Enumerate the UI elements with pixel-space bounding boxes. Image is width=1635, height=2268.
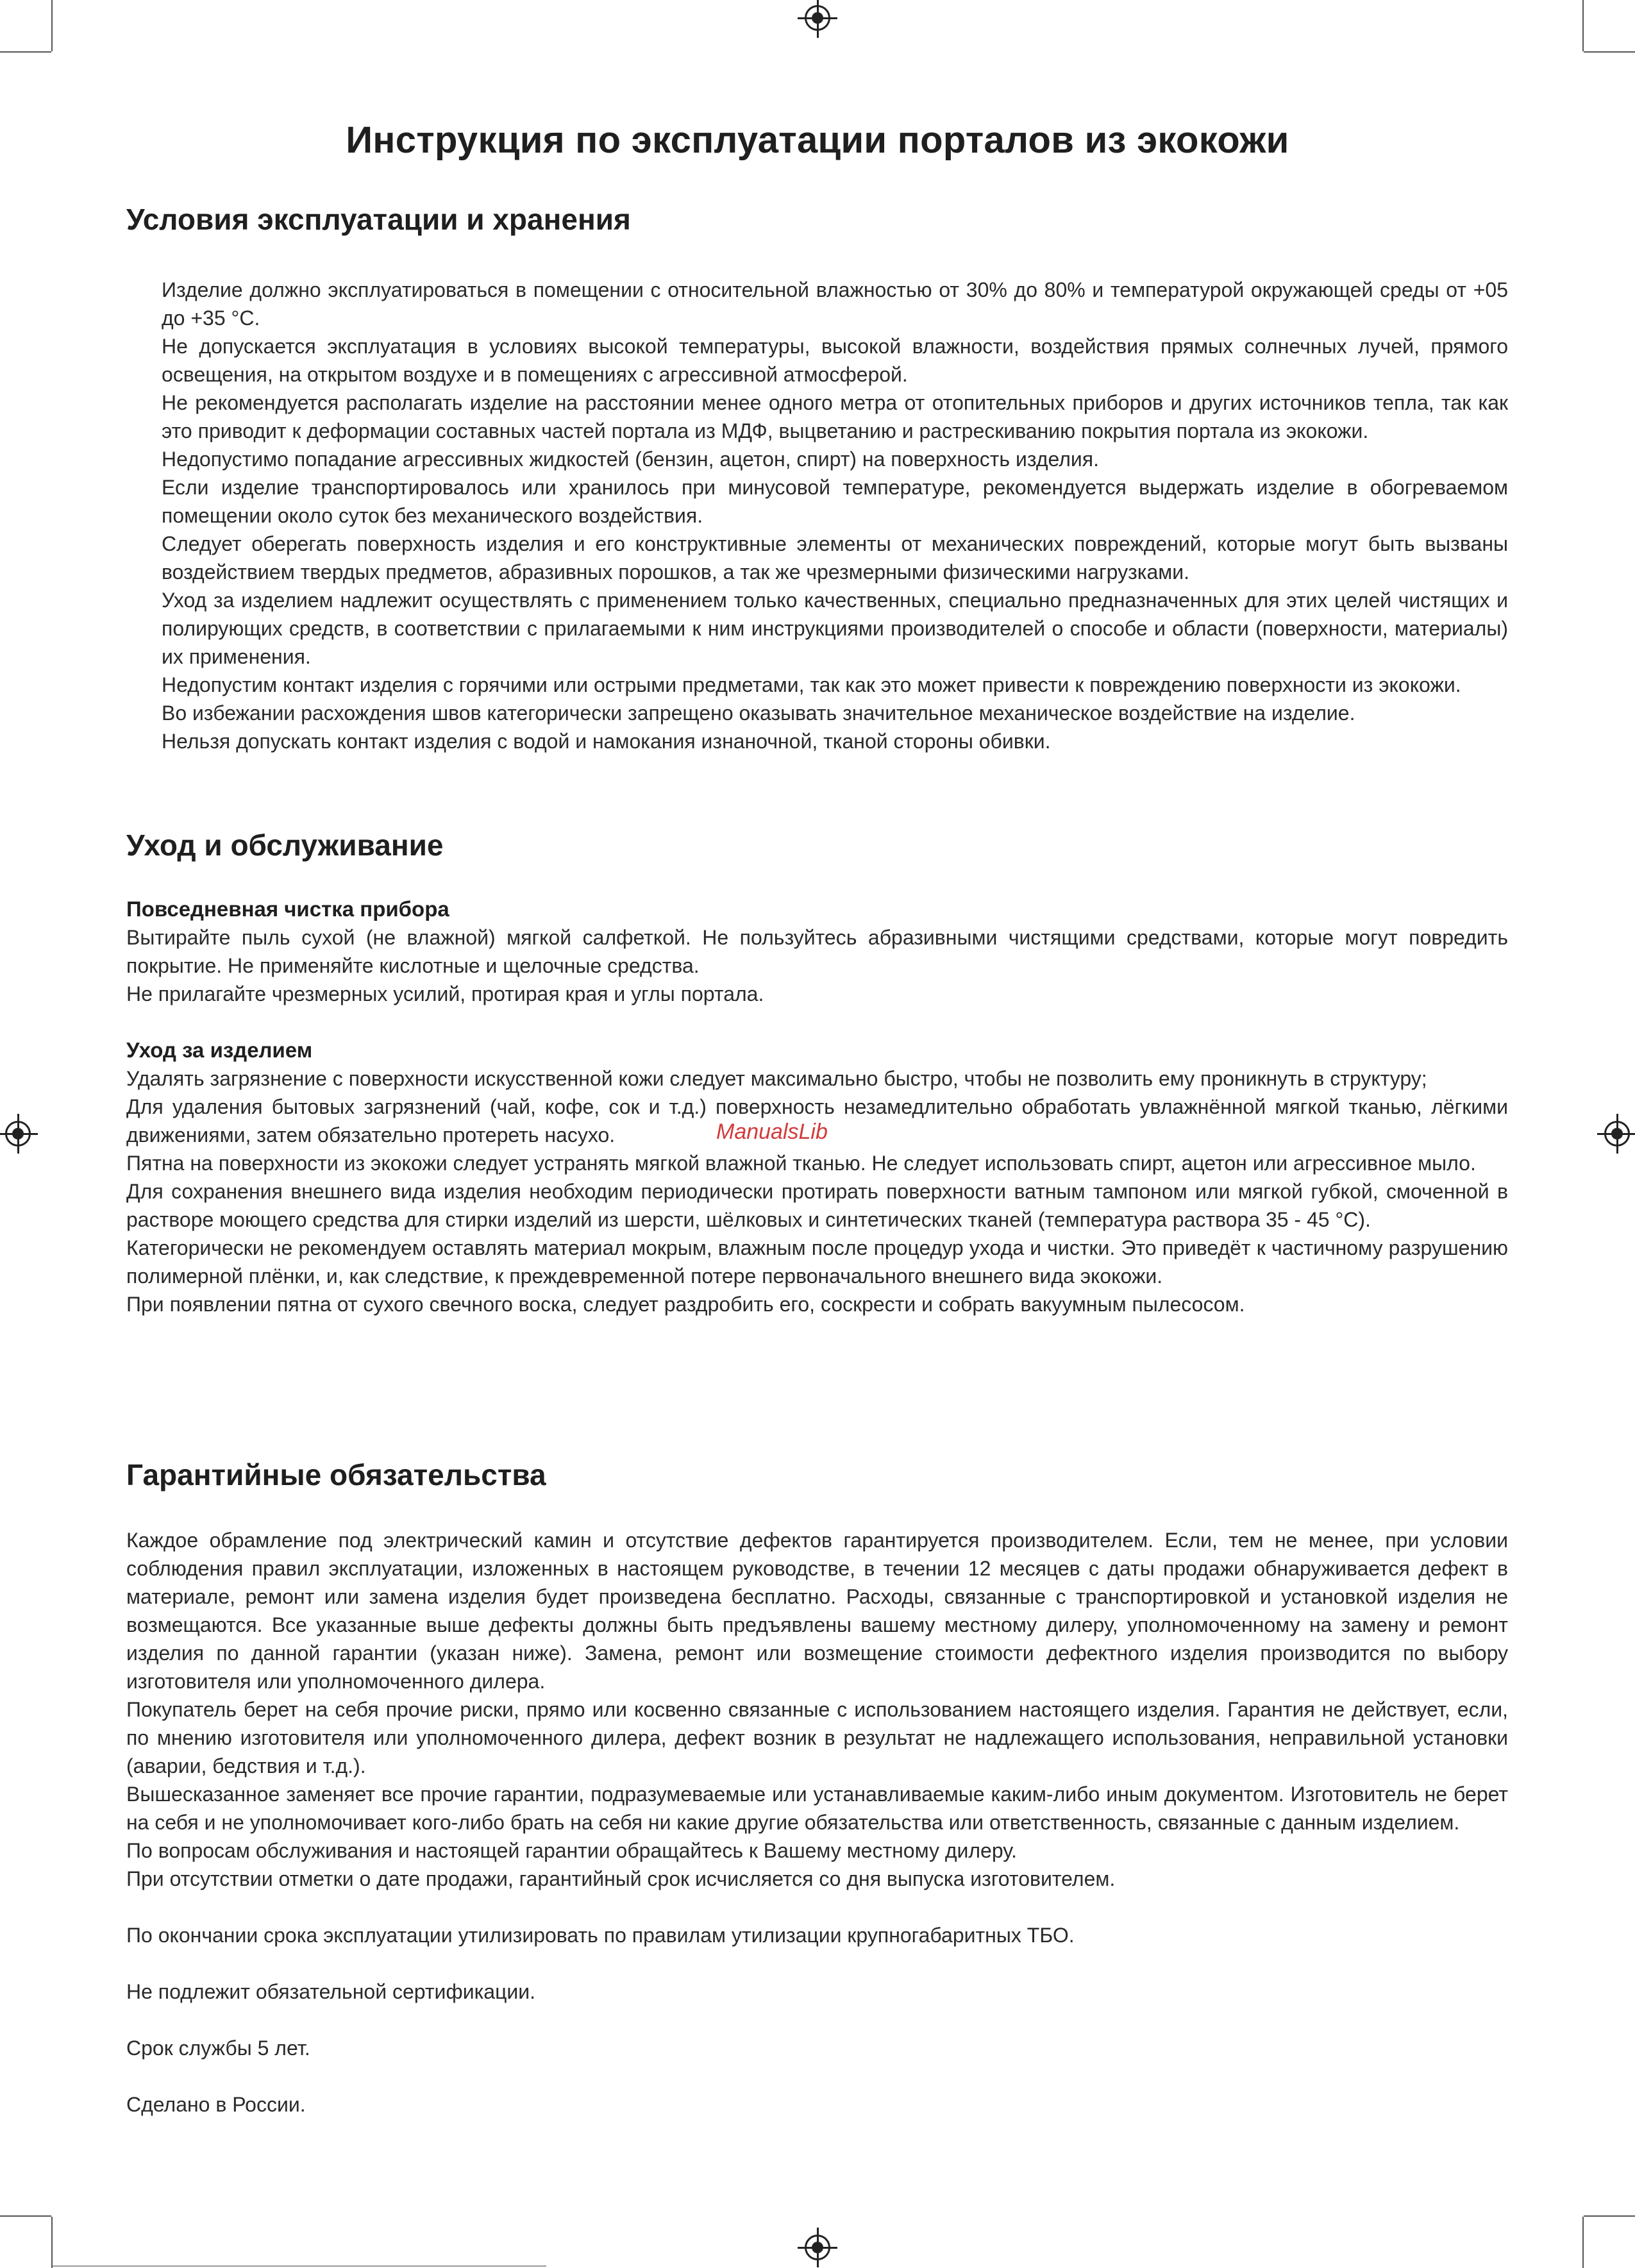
watermark: ManualsLib — [716, 1120, 828, 1144]
paragraph: Категорически не рекомендуем оставлять материал мокрым, влажным после процедур ухода и чистки. Это приведёт к частичному разрушению полимерной плёнки, и, как следствие, к преждевременной потере первоначального внешнего вида экокожи. — [126, 1236, 1508, 1288]
paragraph: Вышесказанное заменяет все прочие гарантии, подразумеваемые или устанавливаемые каким-либо иным документом. Изготовитель не берет на себя и не уполномочивает кого-либо брать на себя ни какие другие обязательства или ответственность, связанные с данным изделием. — [126, 1783, 1508, 1834]
paragraph: Если изделие транспортировалось или хранилось при минусовой температуре, рекомендуется выдержать изделие в обогреваемом помещении около суток без механического воздействия. — [162, 476, 1508, 527]
paragraph: Покупатель берет на себя прочие риски, прямо или косвенно связанные с использованием настоящего изделия. Гарантия не действует, если, по мнению изготовителя или уполномоченного дилера, дефект возник в результат не надлежащего использования, неправильной установки (аварии, бедствия и т.д.). — [126, 1698, 1508, 1777]
paragraph: Недопустим контакт изделия с горячими или острыми предметами, так как это может привести к повреждению поверхности из экокожи. — [162, 673, 1461, 696]
paragraph: Нельзя допускать контакт изделия с водой и намокания изнаночной, тканой стороны обивки. — [162, 730, 1051, 753]
paragraph: По вопросам обслуживания и настоящей гарантии обращайтесь к Вашему местному дилеру. — [126, 1839, 1017, 1862]
paragraph: Изделие должно эксплуатироваться в помещении с относительной влажностью от 30% до 80% и температурой окружающей среды от +05 до +35 °С. — [162, 278, 1508, 330]
registration-mark-icon — [5, 1121, 31, 1147]
paragraph: Уход за изделием надлежит осуществлять с применением только качественных, специально предназначенных для этих целей чистящих и полирующих средств, в соответствии с прилагаемыми к ним инструкциями производителей о способе и области (поверхности, материалы) их применения. — [162, 589, 1508, 668]
section-heading: Уход и обслуживание — [126, 828, 444, 862]
section-heading: Условия эксплуатации и хранения — [126, 203, 631, 236]
crop-mark — [0, 51, 51, 53]
paragraph: Вытирайте пыль сухой (не влажной) мягкой салфеткой. Не пользуйтесь абразивными чистящими средствами, которые могут повредить покрытие. Не применяйте кислотные и щелочные средства. — [126, 926, 1508, 977]
section-operating-conditions — [126, 200, 1508, 755]
section-warranty — [126, 1456, 1508, 2119]
paragraph: Каждое обрамление под электрический камин и отсутствие дефектов гарантируется производителем. Если, тем не менее, при условии соблюдения правил эксплуатации, изложенных в настоящем руководстве, в течении 12 месяцев с даты продажи обнаруживается дефект в материале, ремонт или замена изделия будет произведена бесплатно. Расходы, связанные с транспортировкой и установкой изделия не возмещаются. Все указанные выше дефекты должны быть предъявлены вашему местному дилеру, уполномоченному на замену и ремонт изделия по данной гарантии (указан ниже). Замена, ремонт или возмещение стоимости дефектного изделия производится по выбору изготовителя или уполномоченного дилера. — [126, 1529, 1508, 1693]
page-title: Инструкция по эксплуатации порталов из экокожи — [346, 119, 1289, 161]
note: По окончании срока эксплуатации утилизировать по правилам утилизации крупногабаритных ТБО. — [126, 1924, 1075, 1947]
subsection-heading: Повседневная чистка прибора — [126, 897, 449, 921]
paragraph: Не допускается эксплуатация в условиях высокой температуры, высокой влажности, воздействия прямых солнечных лучей, прямого освещения, на открытом воздухе и в помещениях с агрессивной атмосферой. — [162, 335, 1508, 386]
registration-mark-icon — [1604, 1121, 1630, 1147]
paragraph: Для удаления бытовых загрязнений (чай, кофе, сок и т.д.) поверхность незамедлительно обработать увлажнённой мягкой тканью, лёгкими движениями, затем обязательно протереть насухо. — [126, 1095, 1508, 1147]
registration-mark-icon — [805, 5, 830, 31]
note: Сделано в России. — [126, 2093, 306, 2116]
paragraph: Удалять загрязнение с поверхности искусственной кожи следует максимально быстро, чтобы не позволить ему проникнуть в структуру; — [126, 1067, 1427, 1090]
paragraph: Не прилагайте чрезмерных усилий, протирая края и углы портала. — [126, 982, 764, 1005]
paragraph-list — [126, 276, 1508, 755]
crop-mark — [51, 0, 53, 51]
section-care — [126, 826, 1508, 1318]
note: Не подлежит обязательной сертификации. — [126, 1980, 536, 2003]
crop-mark — [0, 2215, 51, 2217]
bottom-rule — [53, 2265, 546, 2267]
crop-mark — [1584, 2215, 1635, 2217]
crop-mark — [1584, 51, 1635, 53]
paragraph: Следует оберегать поверхность изделия и его конструктивные элементы от механических повреждений, которые могут быть вызваны воздействием твердых предметов, абразивных порошков, а так же чрезмерными физическими нагрузками. — [162, 532, 1508, 584]
crop-mark — [1582, 0, 1584, 51]
registration-mark-icon — [805, 2235, 830, 2260]
paragraph: Пятна на поверхности из экокожи следует устранять мягкой влажной тканью. Не следует использовать спирт, ацетон или агрессивное мыло. — [126, 1152, 1476, 1175]
paragraph: При отсутствии отметки о дате продажи, гарантийный срок исчисляется со дня выпуска изготовителем. — [126, 1867, 1116, 1890]
crop-mark — [1582, 2217, 1584, 2268]
paragraph: Для сохранения внешнего вида изделия необходим периодически протирать поверхности ватным тампоном или мягкой губкой, смоченной в растворе моющего средства для стирки изделий из шерсти, шёлковых и синтетических тканей (температура раствора 35 - 45 °С). — [126, 1180, 1508, 1231]
section-heading: Гарантийные обязательства — [126, 1458, 546, 1491]
crop-mark — [51, 2217, 53, 2268]
subsection-heading: Уход за изделием — [126, 1038, 313, 1062]
paragraph: Во избежании расхождения швов категорически запрещено оказывать значительное механическое воздействие на изделие. — [162, 701, 1355, 725]
note: Срок службы 5 лет. — [126, 2037, 310, 2060]
paragraph: При появлении пятна от сухого свечного воска, следует раздробить его, соскрести и собрать вакуумным пылесосом. — [126, 1293, 1245, 1316]
paragraph: Недопустимо попадание агрессивных жидкостей (бензин, ацетон, спирт) на поверхность изделия. — [162, 448, 1099, 471]
paragraph: Не рекомендуется располагать изделие на расстоянии менее одного метра от отопительных приборов и других источников тепла, так как это приводит к деформации составных частей портала из МДФ, выцветанию и растрескиванию покрытия портала из экокожи. — [162, 391, 1508, 442]
